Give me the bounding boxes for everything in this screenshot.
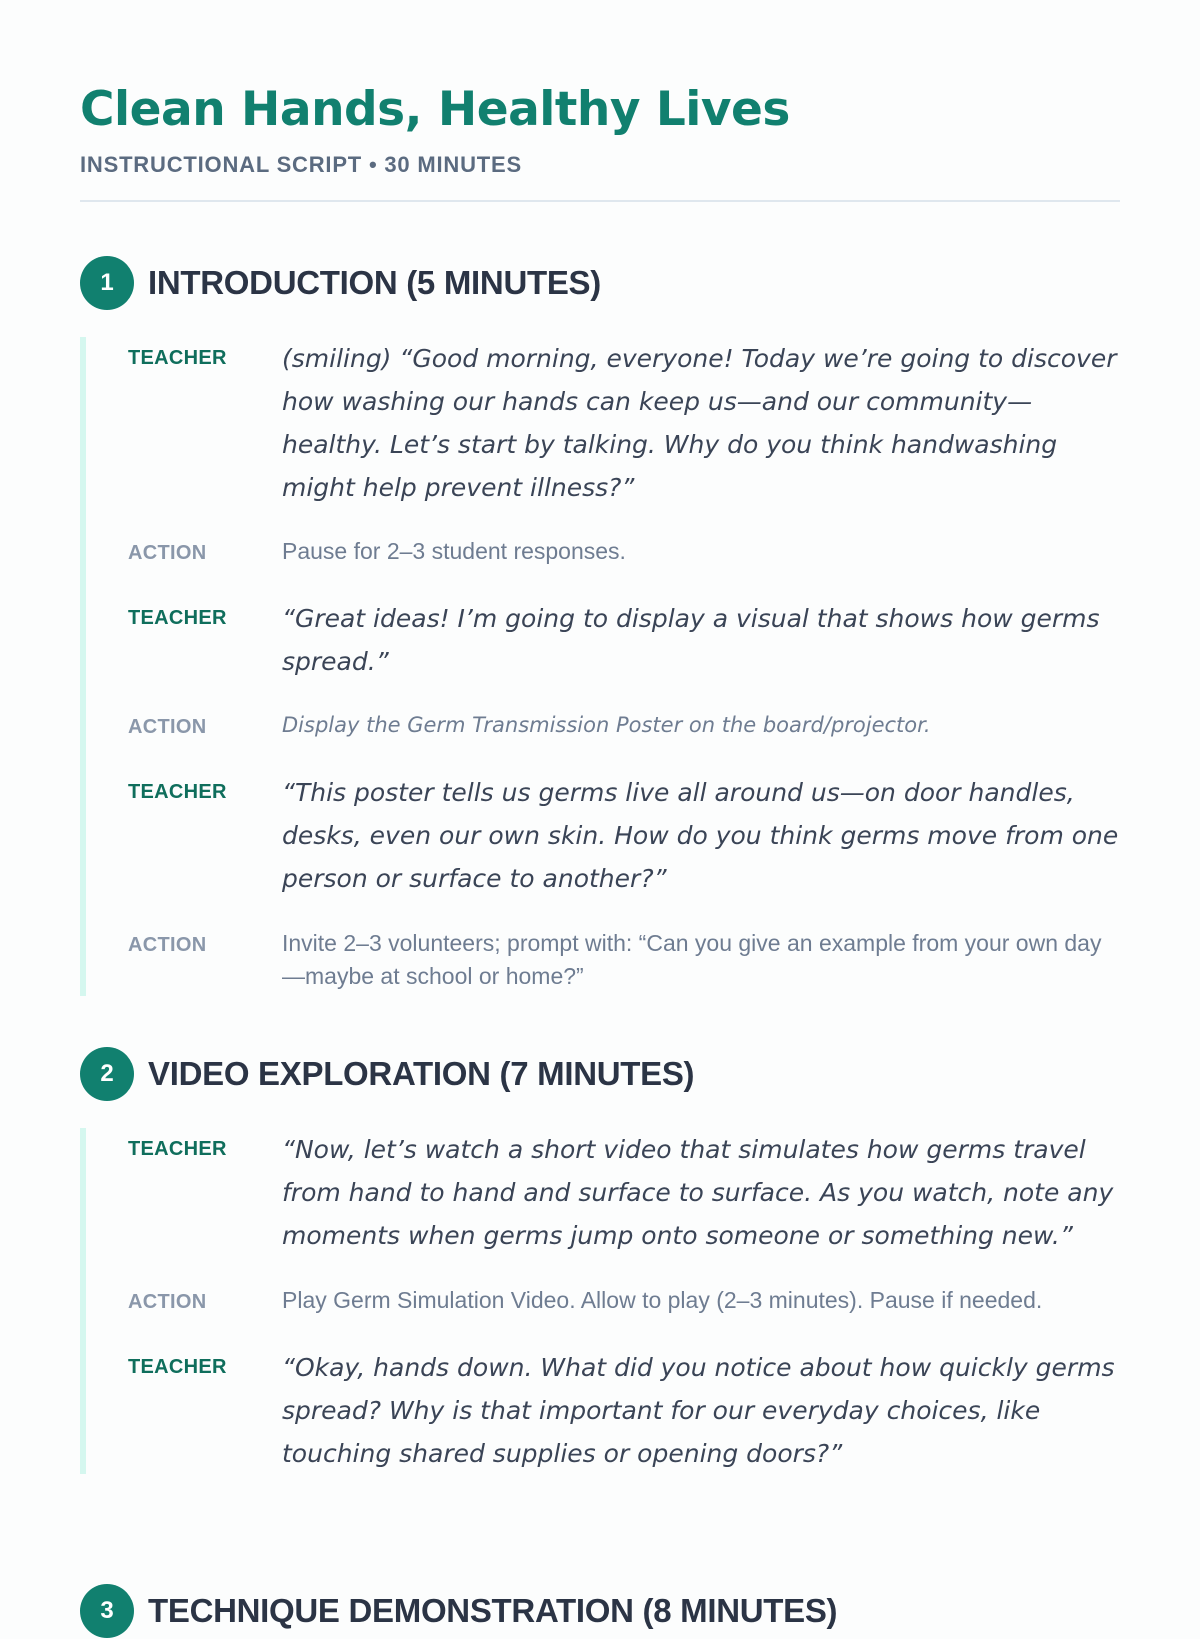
header-divider <box>80 200 1120 202</box>
section-header <box>80 1583 1120 1639</box>
page-subtitle: INSTRUCTIONAL SCRIPT • 30 MINUTES <box>80 152 522 177</box>
action-line: Play Germ Simulation Video. Allow to play (2–3 minutes). Pause if needed. <box>282 1287 1043 1313</box>
role-label: ACTION <box>128 934 207 956</box>
action-line: Pause for 2–3 student responses. <box>282 538 626 564</box>
role-label: TEACHER <box>128 1138 227 1160</box>
section-header <box>80 255 1120 311</box>
role-label: TEACHER <box>128 781 227 803</box>
action-line: Invite 2–3 volunteers; prompt with: “Can you give an example from your own day—maybe at school or home?” <box>282 930 1102 989</box>
section-technique-demonstration <box>80 1583 1120 1639</box>
script-entries <box>80 1128 1120 1474</box>
section-number-badge: 1 <box>80 256 134 310</box>
role-label: TEACHER <box>128 607 227 629</box>
teacher-line: “Great ideas! I’m going to display a visual that shows how germs spread.” <box>282 604 1100 676</box>
page-header <box>80 78 1120 178</box>
script-entries <box>80 337 1120 996</box>
section-number-badge: 3 <box>80 1584 134 1638</box>
section-introduction <box>80 255 1120 989</box>
teacher-line: “Now, let’s watch a short video that simulates how germs travel from hand to hand and surface to surface. As you watch, note any moments when germs jump onto someone or something new.” <box>282 1135 1114 1250</box>
page-title: Clean Hands, Healthy Lives <box>80 82 790 137</box>
teacher-line: (smiling) “Good morning, everyone! Today we’re going to discover how washing our hands can keep us—and our community—healthy. Let’s start by talking. Why do you think handwashing might help prevent illness?” <box>282 344 1117 502</box>
section-title: INTRODUCTION (5 MINUTES) <box>148 264 601 301</box>
section-title: TECHNIQUE DEMONSTRATION (8 MINUTES) <box>148 1592 838 1629</box>
section-header <box>80 1046 1120 1102</box>
role-label: ACTION <box>128 716 207 738</box>
section-video-exploration <box>80 1046 1120 1468</box>
action-line: Display the Germ Transmission Poster on the board/projector. <box>282 713 931 737</box>
section-number-badge: 2 <box>80 1047 134 1101</box>
teacher-line: “Okay, hands down. What did you notice about how quickly germs spread? Why is that important for our everyday choices, like touching shared supplies or opening doors?” <box>282 1353 1115 1468</box>
role-label: ACTION <box>128 542 207 564</box>
role-label: TEACHER <box>128 347 227 369</box>
teacher-line: “This poster tells us germs live all around us—on door handles, desks, even our own skin. How do you think germs move from one person or surface to another?” <box>282 778 1119 893</box>
role-label: ACTION <box>128 1291 207 1313</box>
role-label: TEACHER <box>128 1356 227 1378</box>
section-title: VIDEO EXPLORATION (7 MINUTES) <box>148 1055 695 1092</box>
